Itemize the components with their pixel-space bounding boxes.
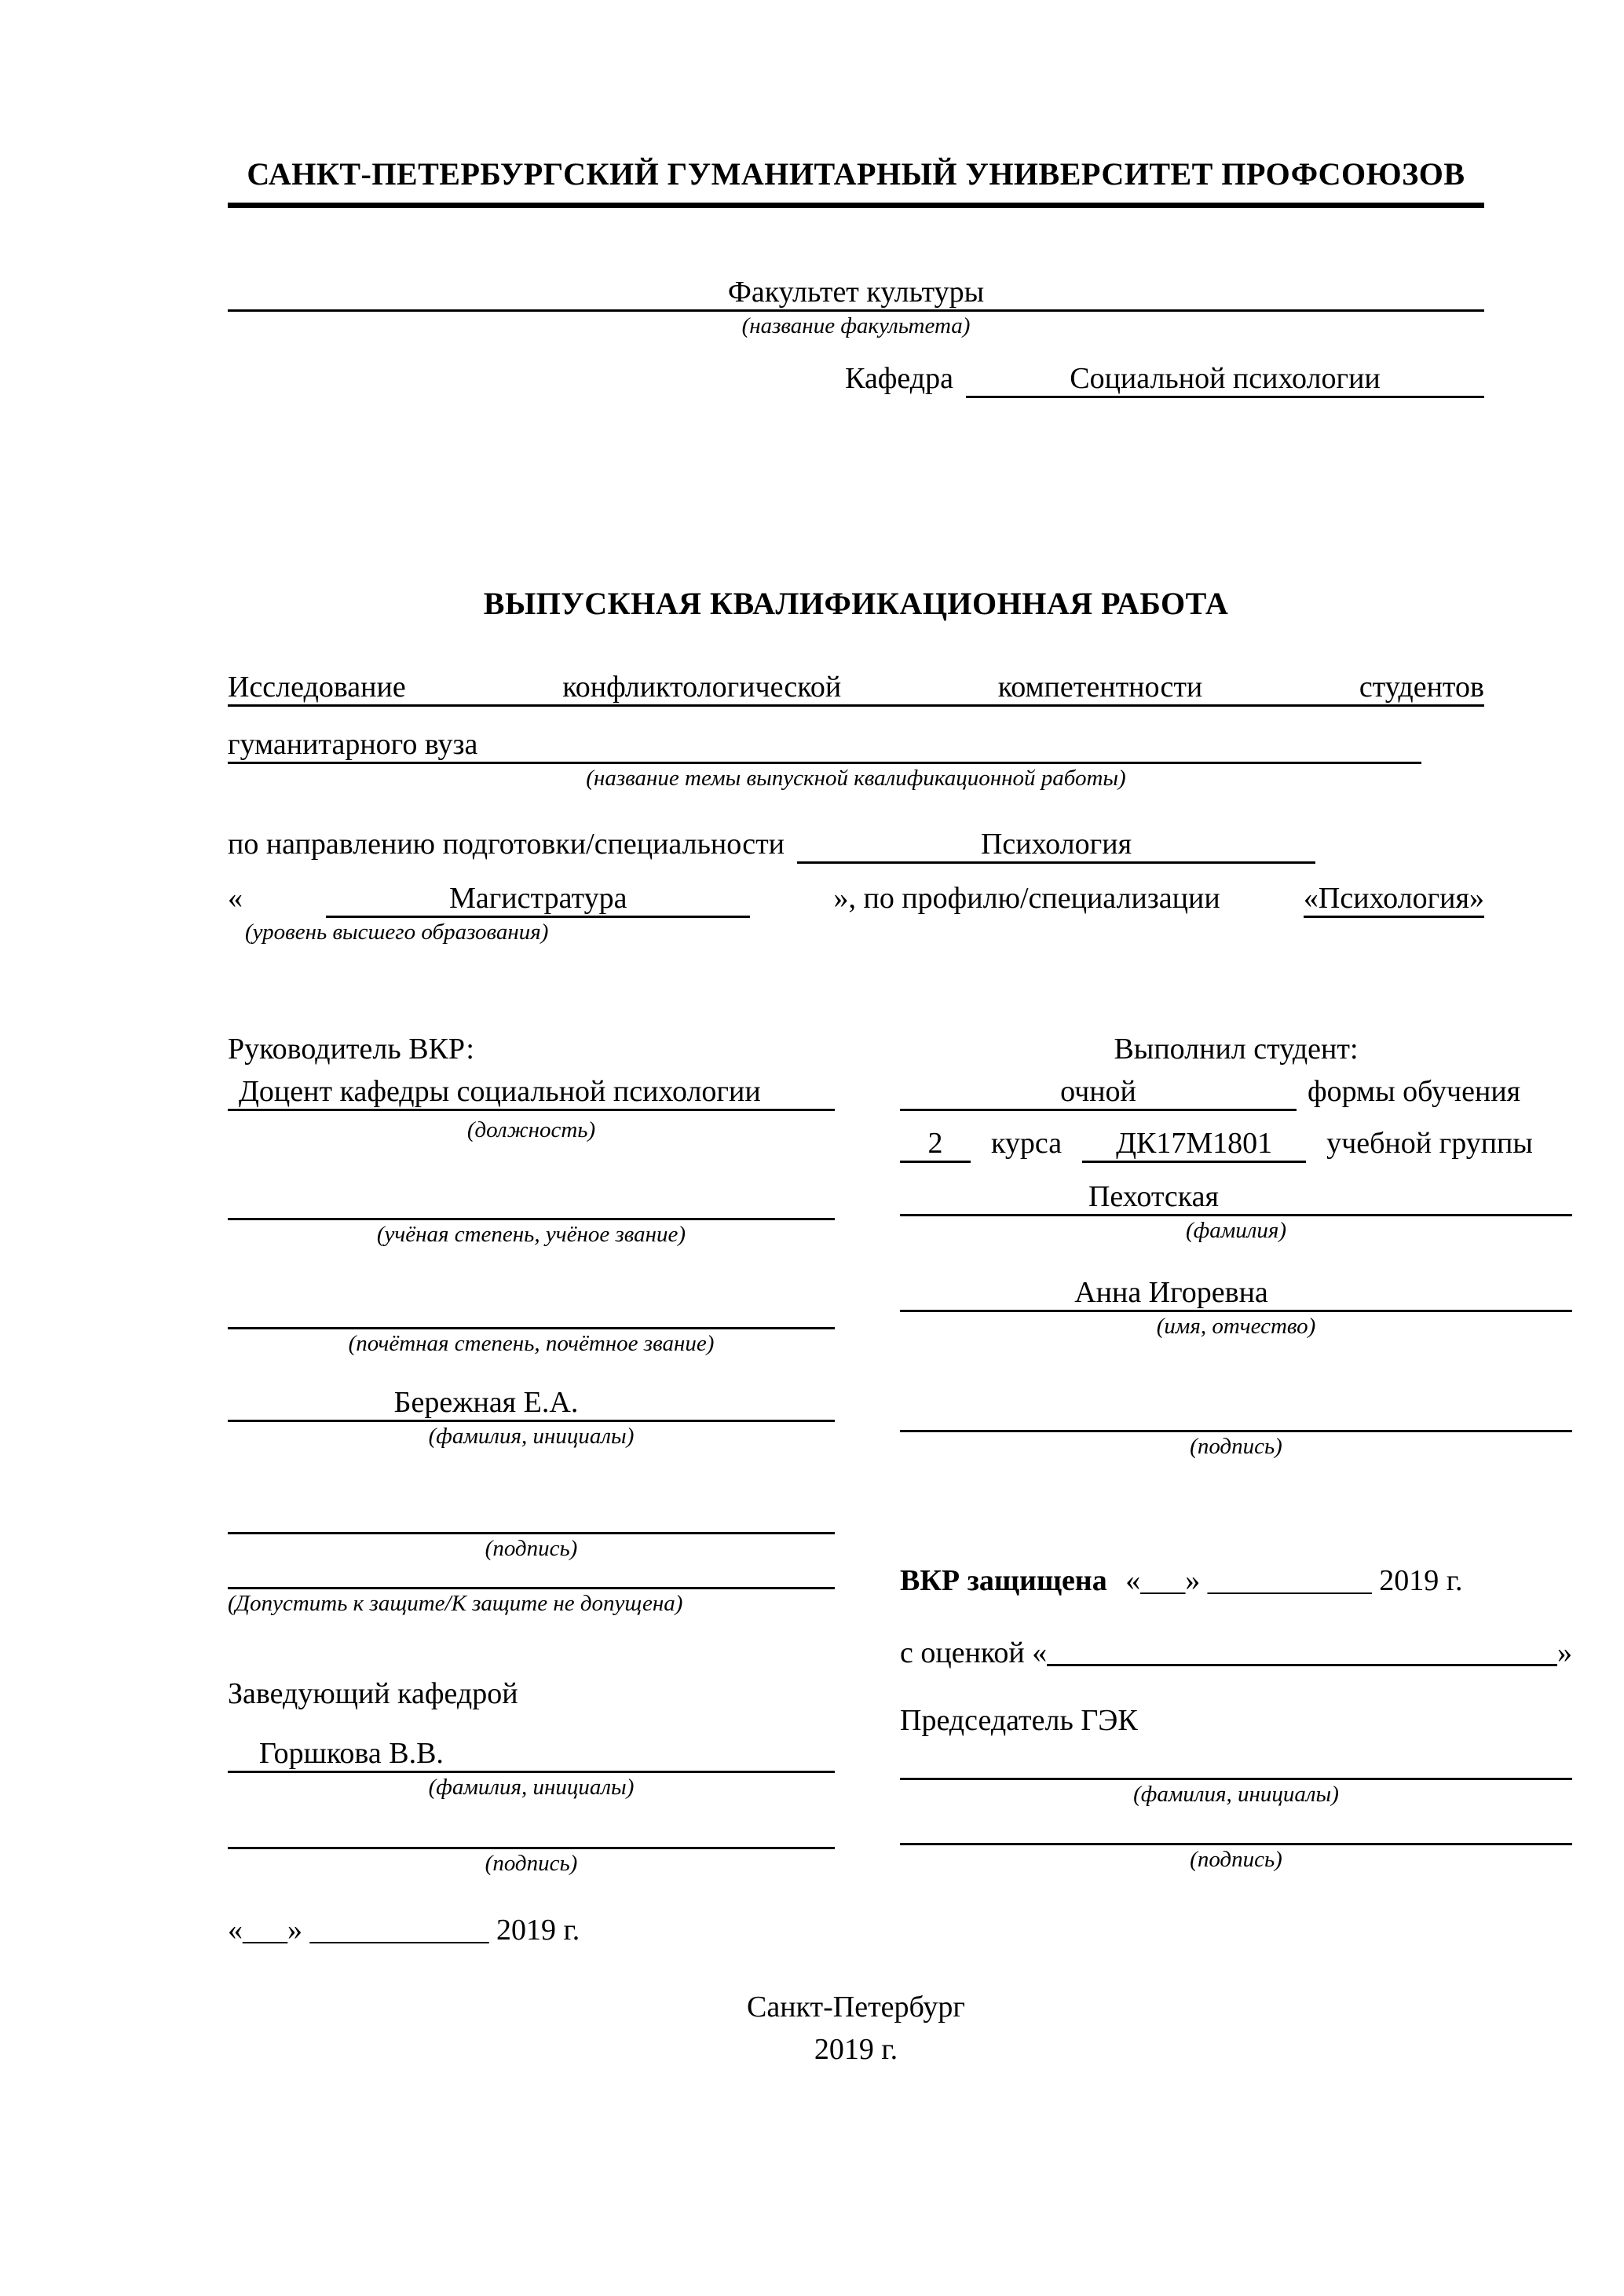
grade-line (900, 1635, 1572, 1671)
defense-block (900, 1563, 1572, 1948)
direction-line (228, 827, 1484, 864)
faculty-value: Факультет культуры (727, 276, 985, 309)
student-name-value: Анна Игоревна (1074, 1276, 1268, 1309)
defended-date: «___» ___________ 2019 г. (1125, 1564, 1463, 1597)
signatories-section (228, 1031, 1572, 1563)
position-caption: (должность) (466, 1117, 596, 1143)
degree-caption: (учёная степень, учёное звание) (376, 1222, 686, 1247)
topic-word: компетентности (997, 671, 1203, 704)
grade-label: с оценкой « (900, 1636, 1048, 1669)
level-line (228, 881, 1484, 918)
level-value: Магистратура (326, 882, 750, 918)
faculty-line (228, 276, 1484, 312)
honorary-caption: (почётная степень, почётное звание) (348, 1331, 715, 1356)
chairman-label: Председатель ГЭК (900, 1704, 1138, 1737)
work-type-title: ВЫПУСКНАЯ КВАЛИФИКАЦИОННАЯ РАБОТА (483, 586, 1229, 621)
department-value: Социальной психологии (966, 362, 1484, 398)
supervisor-position-line (228, 1075, 835, 1111)
level-suffix: », по профилю/специализации (833, 882, 1220, 915)
supervisor-name-value: Бережная Е.А. (393, 1386, 579, 1419)
study-form-value: очной (900, 1075, 1297, 1111)
supervisor-position-value: Доцент кафедры социальной психологии (239, 1075, 761, 1108)
department-line (228, 362, 1484, 398)
student-surname-line (900, 1180, 1572, 1216)
student-signature-caption: (подпись) (1190, 1434, 1282, 1459)
course-value: 2 (900, 1127, 971, 1163)
department-label: Кафедра (845, 362, 953, 395)
chairman-name-caption: (фамилия, инициалы) (1133, 1782, 1339, 1807)
direction-value: Психология (797, 828, 1315, 864)
group-suffix: учебной группы (1326, 1127, 1533, 1160)
student-name-caption: (имя, отчество) (1156, 1314, 1316, 1339)
supervisor-signature-caption: (подпись) (485, 1536, 578, 1561)
topic-line2-text: гуманитарного вуза (228, 728, 478, 761)
supervisor-column (228, 1031, 835, 1563)
direction-label: по направлению подготовки/специальности (228, 828, 785, 861)
student-name-line (900, 1276, 1572, 1312)
topic-word: конфликтологической (562, 671, 842, 704)
head-name-value: Горшкова В.В. (259, 1737, 444, 1770)
thesis-topic-line-1 (228, 670, 1484, 707)
supervisor-name-caption: (фамилия, инициалы) (428, 1424, 635, 1449)
admission-caption: (Допустить к защите/К защите не допущена) (228, 1591, 683, 1616)
level-caption: (уровень высшего образования) (245, 919, 549, 945)
grade-blank-line (1047, 1664, 1557, 1666)
level-open-quote: « (228, 882, 243, 915)
supervisor-name-line (228, 1386, 835, 1422)
student-surname-caption: (фамилия) (1185, 1218, 1287, 1243)
head-name-line (228, 1737, 835, 1773)
university-name: САНКТ-ПЕТЕРБУРГСКИЙ ГУМАНИТАРНЫЙ УНИВЕРСИТЕТ ПРОФСОЮЗОВ (228, 155, 1484, 208)
course-label: курса (991, 1127, 1063, 1160)
chairman-signature-caption: (подпись) (1190, 1847, 1282, 1872)
topic-word: Исследование (228, 671, 406, 704)
defense-date-line (900, 1563, 1572, 1599)
thesis-topic-line-2 (228, 727, 1421, 764)
admission-date-line: «___» ____________ 2019 г. (228, 1914, 580, 1947)
grade-close-quote: » (1557, 1636, 1572, 1669)
head-name-caption: (фамилия, инициалы) (428, 1775, 635, 1800)
footer-year: 2019 г. (814, 2033, 898, 2066)
footer (228, 1989, 1484, 2067)
head-of-department-label: Заведующий кафедрой (228, 1677, 518, 1710)
student-surname-value: Пехотская (1088, 1180, 1220, 1213)
course-group-line (900, 1127, 1572, 1163)
faculty-caption: (название факультета) (741, 313, 971, 338)
study-form-suffix: формы обучения (1308, 1075, 1521, 1108)
approval-section (228, 1563, 1572, 1948)
main-section (228, 155, 1484, 946)
admission-block (228, 1563, 835, 1948)
student-heading: Выполнил студент: (1114, 1033, 1359, 1066)
head-signature-caption: (подпись) (485, 1851, 578, 1876)
topic-caption: (название темы выпускной квалификационной работы) (586, 766, 1126, 791)
footer-city: Санкт-Петербург (746, 1991, 966, 2024)
defended-label: ВКР защищена (900, 1564, 1107, 1597)
supervisor-heading: Руководитель ВКР: (228, 1033, 474, 1066)
topic-word: студентов (1359, 671, 1484, 704)
group-value: ДК17М1801 (1082, 1127, 1306, 1163)
student-column (900, 1031, 1572, 1563)
profile-value: «Психология» (1304, 881, 1484, 918)
study-form-line (900, 1075, 1572, 1111)
